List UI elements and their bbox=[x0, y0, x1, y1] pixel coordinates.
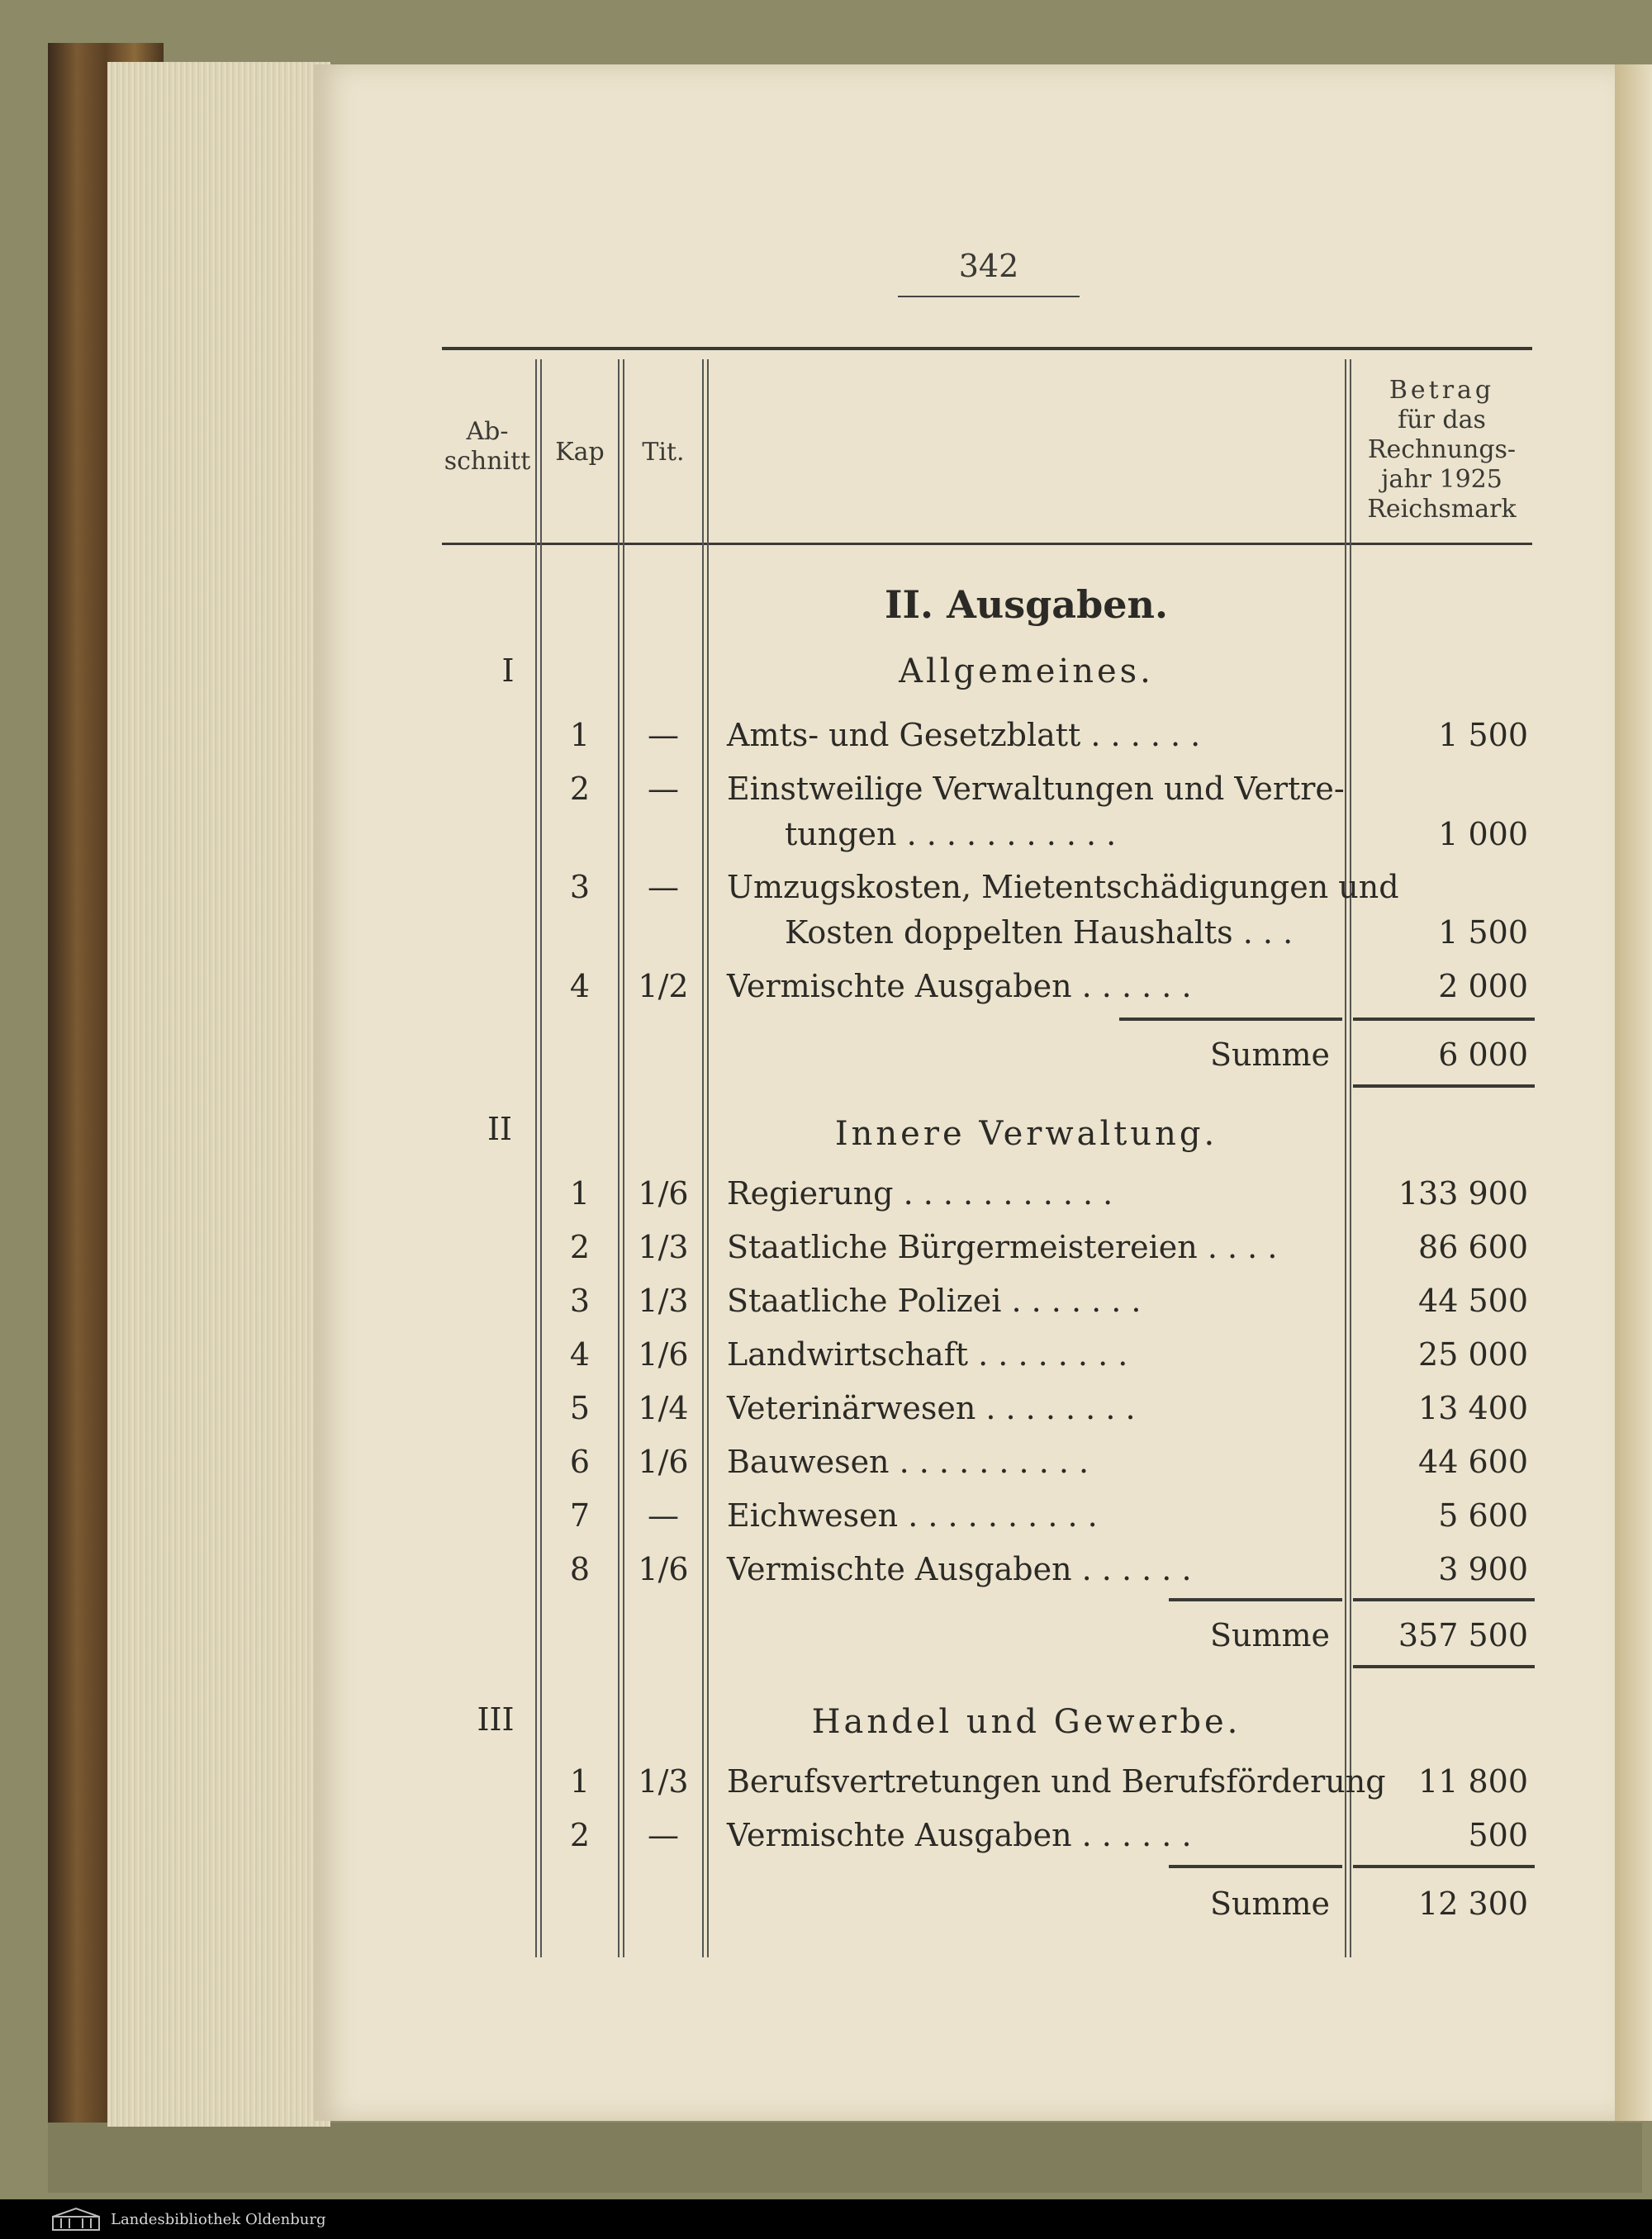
row-tit: 1/2 bbox=[638, 968, 689, 1004]
row-description: Staatliche Bürgermeistereien . . . . bbox=[727, 1229, 1278, 1265]
header-kap-label: Kap bbox=[555, 438, 605, 467]
book-page bbox=[314, 64, 1615, 2121]
row-kap: 4 bbox=[569, 968, 591, 1004]
row-amount: 500 bbox=[1468, 1817, 1528, 1853]
col-line-amount-a bbox=[1345, 359, 1346, 1957]
row-amount: 13 400 bbox=[1418, 1390, 1528, 1426]
footer-library-name: Landesbibliothek Oldenburg bbox=[111, 2210, 326, 2228]
row-amount: 3 900 bbox=[1438, 1551, 1528, 1587]
row-kap: 7 bbox=[569, 1497, 591, 1534]
header-kap bbox=[544, 438, 616, 467]
sum-amount: 6 000 bbox=[1438, 1036, 1528, 1073]
row-tit: 1/4 bbox=[638, 1390, 689, 1426]
row-tit: — bbox=[648, 869, 679, 905]
row-amount: 25 000 bbox=[1418, 1336, 1528, 1373]
row-amount: 5 600 bbox=[1438, 1497, 1528, 1534]
row-description-cont: tungen . . . . . . . . . . . bbox=[785, 816, 1117, 852]
row-tit: 1/6 bbox=[638, 1336, 689, 1373]
sum-label: Summe bbox=[1209, 1036, 1330, 1073]
row-kap: 8 bbox=[569, 1551, 591, 1587]
subtotal-rule-amount bbox=[1353, 1018, 1535, 1021]
header-tit bbox=[626, 438, 700, 467]
row-kap: 1 bbox=[569, 1763, 591, 1800]
section-title: Handel und Gewerbe. bbox=[811, 1703, 1241, 1741]
sum-amount: 12 300 bbox=[1418, 1886, 1528, 1922]
subtotal-rule-amount bbox=[1353, 1865, 1535, 1868]
row-description-cont: Kosten doppelten Haushalts . . . bbox=[785, 914, 1294, 951]
row-amount: 1 000 bbox=[1438, 816, 1528, 852]
col-line-tit-a bbox=[618, 359, 620, 1957]
row-kap: 2 bbox=[569, 1229, 591, 1265]
row-kap: 5 bbox=[569, 1390, 591, 1426]
row-tit: 1/3 bbox=[638, 1763, 689, 1800]
subtotal-rule bbox=[1169, 1598, 1342, 1601]
row-description: Vermischte Ausgaben . . . . . . bbox=[727, 968, 1192, 1004]
col-line-text-b bbox=[707, 359, 709, 1957]
row-tit: 1/3 bbox=[638, 1229, 689, 1265]
col-line-tit-b bbox=[623, 359, 624, 1957]
row-tit: — bbox=[648, 1497, 679, 1534]
header-betrag-line1: Betrag bbox=[1389, 376, 1495, 405]
row-description: Berufsvertretungen und Berufsförderung bbox=[727, 1763, 1386, 1800]
row-kap: 1 bbox=[569, 717, 591, 753]
row-kap: 4 bbox=[569, 1336, 591, 1373]
row-kap: 2 bbox=[569, 771, 591, 807]
row-amount: 133 900 bbox=[1398, 1175, 1528, 1212]
row-amount: 1 500 bbox=[1438, 717, 1528, 753]
footer-bar bbox=[0, 2199, 1652, 2239]
subtotal-rule bbox=[1119, 1018, 1342, 1021]
page-number: 342 bbox=[958, 248, 1019, 284]
row-kap: 3 bbox=[569, 869, 591, 905]
subtotal-rule-amount bbox=[1353, 1598, 1535, 1601]
header-abschnitt-line1: Ab- bbox=[466, 417, 509, 446]
library-logo-icon bbox=[51, 2207, 101, 2232]
part-title: II. Ausgaben. bbox=[885, 582, 1168, 627]
row-description: Vermischte Ausgaben . . . . . . bbox=[727, 1551, 1192, 1587]
header-abschnitt-line2: schnitt bbox=[444, 447, 531, 476]
row-amount: 86 600 bbox=[1418, 1229, 1528, 1265]
sum-amount: 357 500 bbox=[1398, 1617, 1528, 1653]
sum-label: Summe bbox=[1209, 1886, 1330, 1922]
col-line-amount-b bbox=[1350, 359, 1351, 1957]
subtotal-rule bbox=[1169, 1865, 1342, 1868]
section-numeral: III bbox=[477, 1701, 515, 1738]
row-kap: 1 bbox=[569, 1175, 591, 1212]
row-description: Landwirtschaft . . . . . . . . bbox=[727, 1336, 1128, 1373]
col-line-text-a bbox=[702, 359, 704, 1957]
row-amount: 11 800 bbox=[1418, 1763, 1528, 1800]
row-description: Einstweilige Verwaltungen und Vertre- bbox=[727, 771, 1345, 807]
header-betrag-line5: Reichsmark bbox=[1367, 495, 1517, 524]
page-gutter bbox=[1615, 64, 1652, 2121]
header-top-rule bbox=[442, 347, 1532, 350]
book-cover-bottom bbox=[48, 2123, 1642, 2193]
header-tit-label: Tit. bbox=[642, 438, 685, 467]
section-title: Innere Verwaltung. bbox=[834, 1115, 1218, 1153]
section-title: Allgemeines. bbox=[899, 652, 1154, 690]
row-amount: 44 500 bbox=[1418, 1283, 1528, 1319]
page-number-rule bbox=[898, 296, 1080, 297]
row-amount: 1 500 bbox=[1438, 914, 1528, 951]
row-description: Regierung . . . . . . . . . . . bbox=[727, 1175, 1113, 1212]
row-tit: — bbox=[648, 771, 679, 807]
section-numeral: II bbox=[487, 1111, 513, 1147]
row-description: Umzugskosten, Mietentschädigungen und bbox=[727, 869, 1399, 905]
row-amount: 44 600 bbox=[1418, 1444, 1528, 1480]
row-kap: 6 bbox=[569, 1444, 591, 1480]
header-bottom-rule bbox=[442, 543, 1532, 545]
row-kap: 2 bbox=[569, 1817, 591, 1853]
row-description: Vermischte Ausgaben . . . . . . bbox=[727, 1817, 1192, 1853]
row-description: Amts- und Gesetzblatt . . . . . . bbox=[727, 717, 1201, 753]
header-betrag bbox=[1353, 376, 1531, 524]
row-kap: 3 bbox=[569, 1283, 591, 1319]
sum-rule bbox=[1353, 1665, 1535, 1668]
row-tit: — bbox=[648, 717, 679, 753]
section-numeral: I bbox=[501, 652, 515, 689]
page-stack bbox=[107, 62, 330, 2127]
row-description: Bauwesen . . . . . . . . . . bbox=[727, 1444, 1089, 1480]
row-description: Veterinärwesen . . . . . . . . bbox=[727, 1390, 1136, 1426]
sum-label: Summe bbox=[1209, 1617, 1330, 1653]
row-tit: 1/3 bbox=[638, 1283, 689, 1319]
header-abschnitt bbox=[442, 417, 533, 477]
row-tit: — bbox=[648, 1817, 679, 1853]
header-betrag-line3: Rechnungs- bbox=[1367, 435, 1517, 464]
row-tit: 1/6 bbox=[638, 1175, 689, 1212]
header-betrag-line4: jahr 1925 bbox=[1381, 465, 1502, 494]
row-description: Staatliche Polizei . . . . . . . bbox=[727, 1283, 1142, 1319]
sum-rule bbox=[1353, 1084, 1535, 1088]
row-description: Eichwesen . . . . . . . . . . bbox=[727, 1497, 1098, 1534]
row-amount: 2 000 bbox=[1438, 968, 1528, 1004]
row-tit: 1/6 bbox=[638, 1551, 689, 1587]
header-betrag-line2: für das bbox=[1398, 406, 1486, 434]
row-tit: 1/6 bbox=[638, 1444, 689, 1480]
